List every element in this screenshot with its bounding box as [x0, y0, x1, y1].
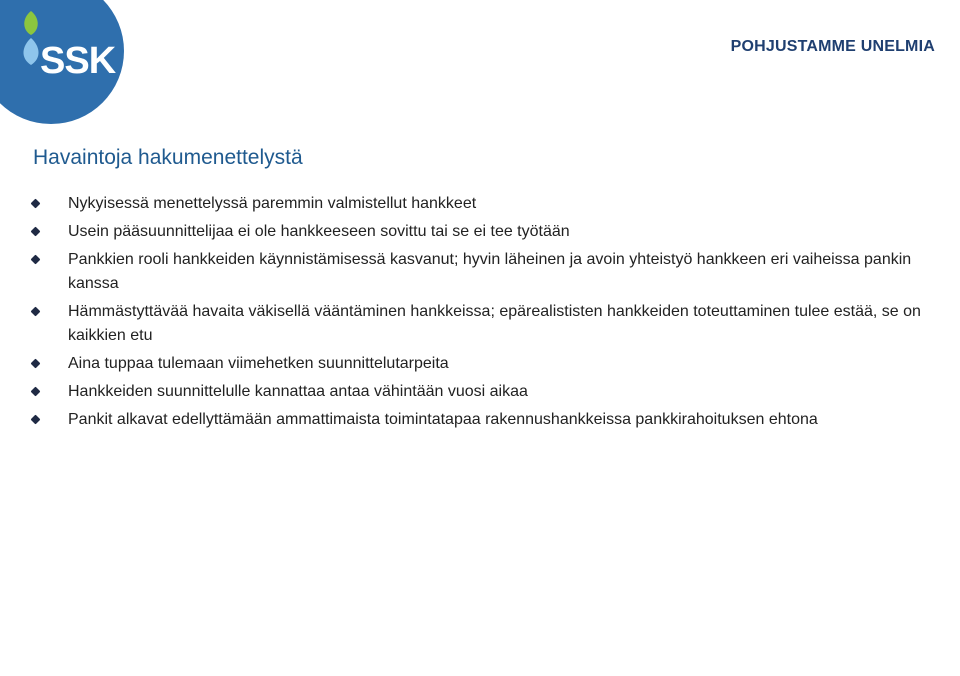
logo-text: SSK — [40, 40, 116, 82]
slogan: POHJUSTAMME UNELMIA — [730, 38, 935, 55]
bullet-marker-icon — [31, 359, 41, 369]
bullet-marker-icon — [31, 307, 41, 317]
bullet-text: Hankkeiden suunnittelulle kannattaa antaa vähintään vuosi aikaa — [68, 383, 528, 400]
bullet-text: Pankkien rooli hankkeiden käynnistämisessä kasvanut; hyvin läheinen ja avoin yhteistyö hankkeen eri vaiheissa pankin kanssa — [68, 251, 912, 292]
bullet-text: Pankit alkavat edellyttämään ammattimaista toimintatapaa rakennushankkeissa pankkirahoituksen ehtona — [68, 411, 818, 428]
bullet-marker-icon — [31, 387, 41, 397]
bullet-text: Nykyisessä menettelyssä paremmin valmistellut hankkeet — [68, 195, 477, 212]
bullet-text: Aina tuppaa tulemaan viimehetken suunnittelutarpeita — [68, 355, 449, 372]
bullet-text: Hämmästyttävää havaita väkisellä vääntäminen hankkeissa; epärealististen hankkeiden toteuttaminen tulee estää, se on kaikkien etu — [68, 303, 921, 344]
bullet-item — [68, 352, 938, 376]
bullet-item — [68, 248, 938, 296]
slide-title: Havaintoja hakumenettelystä — [33, 146, 303, 169]
bullet-marker-icon — [31, 227, 41, 237]
bullet-item — [68, 408, 938, 432]
bullet-marker-icon — [31, 199, 41, 209]
bullet-item — [68, 220, 938, 244]
bullet-item — [68, 192, 938, 216]
bullet-marker-icon — [31, 415, 41, 425]
ssk-logo — [0, 0, 124, 124]
bullet-text: Usein pääsuunnittelijaa ei ole hankkeeseen sovittu tai se ei tee työtään — [68, 223, 570, 240]
bullet-list — [68, 192, 938, 436]
bullet-item — [68, 380, 938, 404]
bullet-marker-icon — [31, 255, 41, 265]
bullet-item — [68, 300, 938, 348]
